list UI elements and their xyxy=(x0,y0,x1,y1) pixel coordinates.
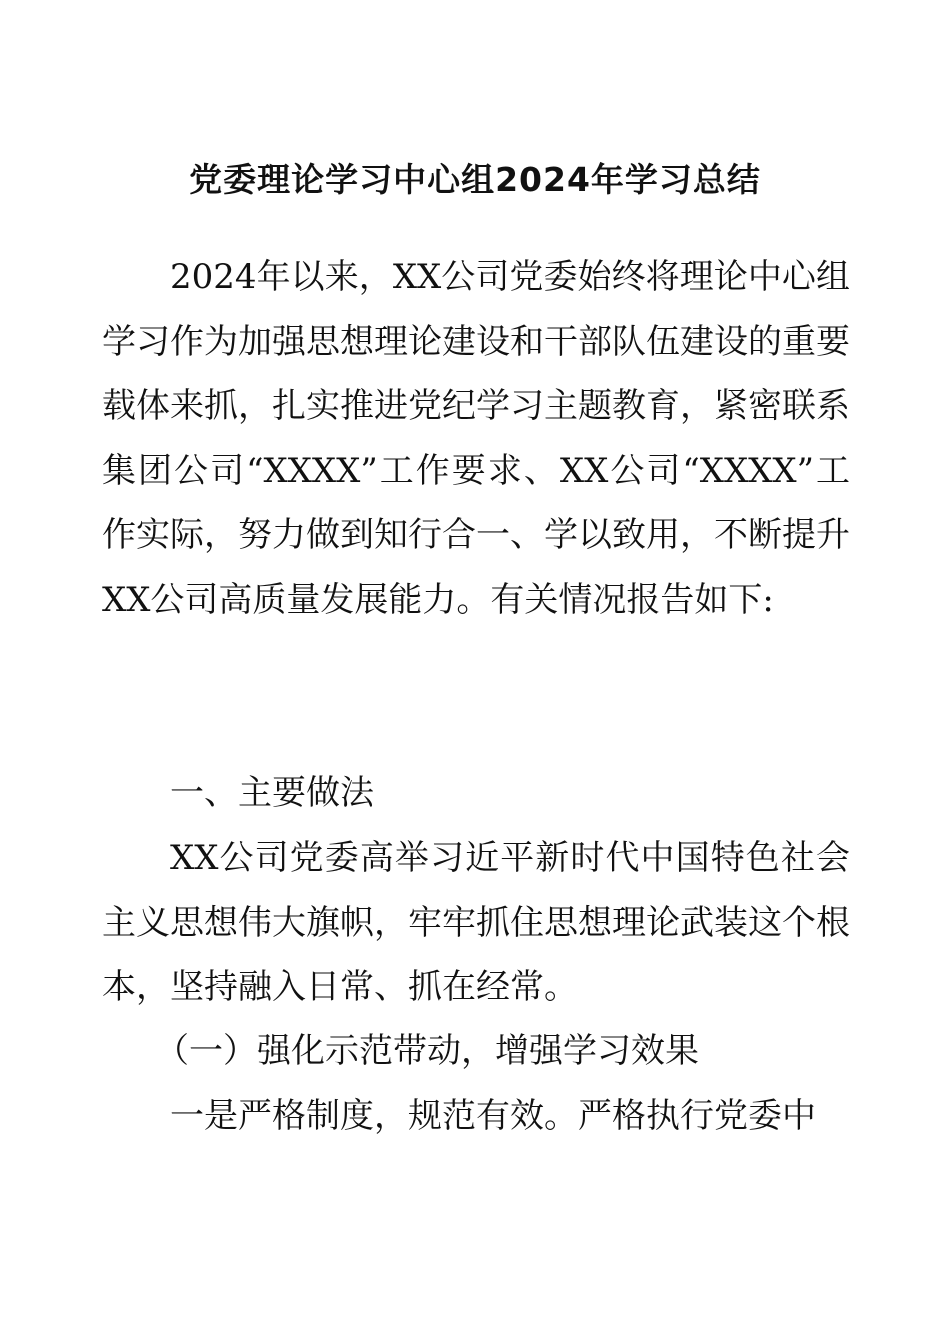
main-practices-paragraph: XX公司党委高举习近平新时代中国特色社会主义思想伟大旗帜，牢牢抓住思想理论武装这个根本，坚持融入日常、抓在经常。 xyxy=(102,838,850,1007)
item-one-paragraph: 一是严格制度，规范有效。严格执行党委中 xyxy=(170,1096,816,1136)
section-heading-main-practices: 一、主要做法 xyxy=(170,773,374,813)
subsection-heading-one: （一）强化示范带动，增强学习效果 xyxy=(155,1031,699,1071)
document-title: 党委理论学习中心组2024年学习总结 xyxy=(189,160,761,199)
intro-paragraph: 2024年以来，XX公司党委始终将理论中心组学习作为加强思想理论建设和干部队伍建设的重要载体来抓，扎实推进党纪学习主题教育，紧密联系集团公司“XXXX”工作要求、XX公司“XXXX”工作实际，努力做到知行合一、学以致用，不断提升XX公司高质量发展能力。有关情况报告如下: xyxy=(102,257,850,620)
